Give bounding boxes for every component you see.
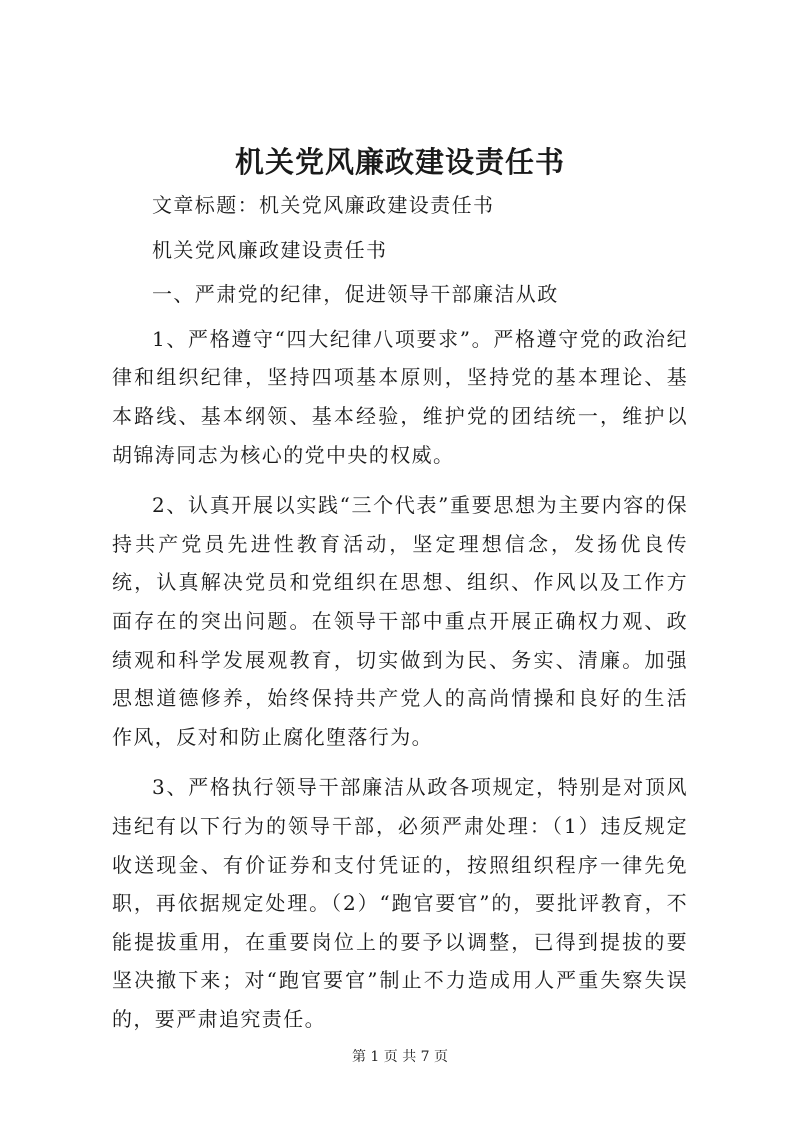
document-body [112,186,688,1050]
section-heading: 一、严肃党的纪律，促进领导干部廉洁从政 [152,282,559,307]
page-footer: 第 1 页 共 7 页 [351,1049,449,1065]
paragraph-3: 3、严格执行领导干部廉洁从政各项规定，特别是对顶风违纪有以下行为的领导干部，必须严肃处理：（1）违反规定收送现金、有价证券和支付凭证的，按照组织程序一律先免职，再依据规定处理。（2）“跑官要官”的，要批评教育，不能提拔重用，在重要岗位上的要予以调整，已得到提拔的要坚决撤下来；对“跑官要官”制止不力造成用人严重失察失误的，要严肃追究责任。 [112,775,688,1031]
article-title-line: 文章标题：机关党风廉政建设责任书 [152,193,495,217]
document-title: 机关党风廉政建设责任书 [234,145,565,179]
paragraph-1: 1、严格遵守“四大纪律八项要求”。严格遵守党的政治纪律和组织纪律，坚持四项基本原则，坚持党的基本理论、基本路线、基本纲领、基本经验，维护党的团结统一，维护以胡锦涛同志为核心的党中央的权威。 [112,326,688,467]
paragraph-2: 2、认真开展以实践“三个代表”重要思想为主要内容的保持共产党员先进性教育活动，坚定理想信念，发扬优良传统，认真解决党员和党组织在思想、组织、作风以及工作方面存在的突出问题。在领导干部中重点开展正确权力观、政绩观和科学发展观教育，切实做到为民、务实、清廉。加强思想道德修养，始终保持共产党人的高尚情操和良好的生活作风，反对和防止腐化堕落行为。 [112,493,688,749]
subtitle-line: 机关党风廉政建设责任书 [152,237,388,262]
